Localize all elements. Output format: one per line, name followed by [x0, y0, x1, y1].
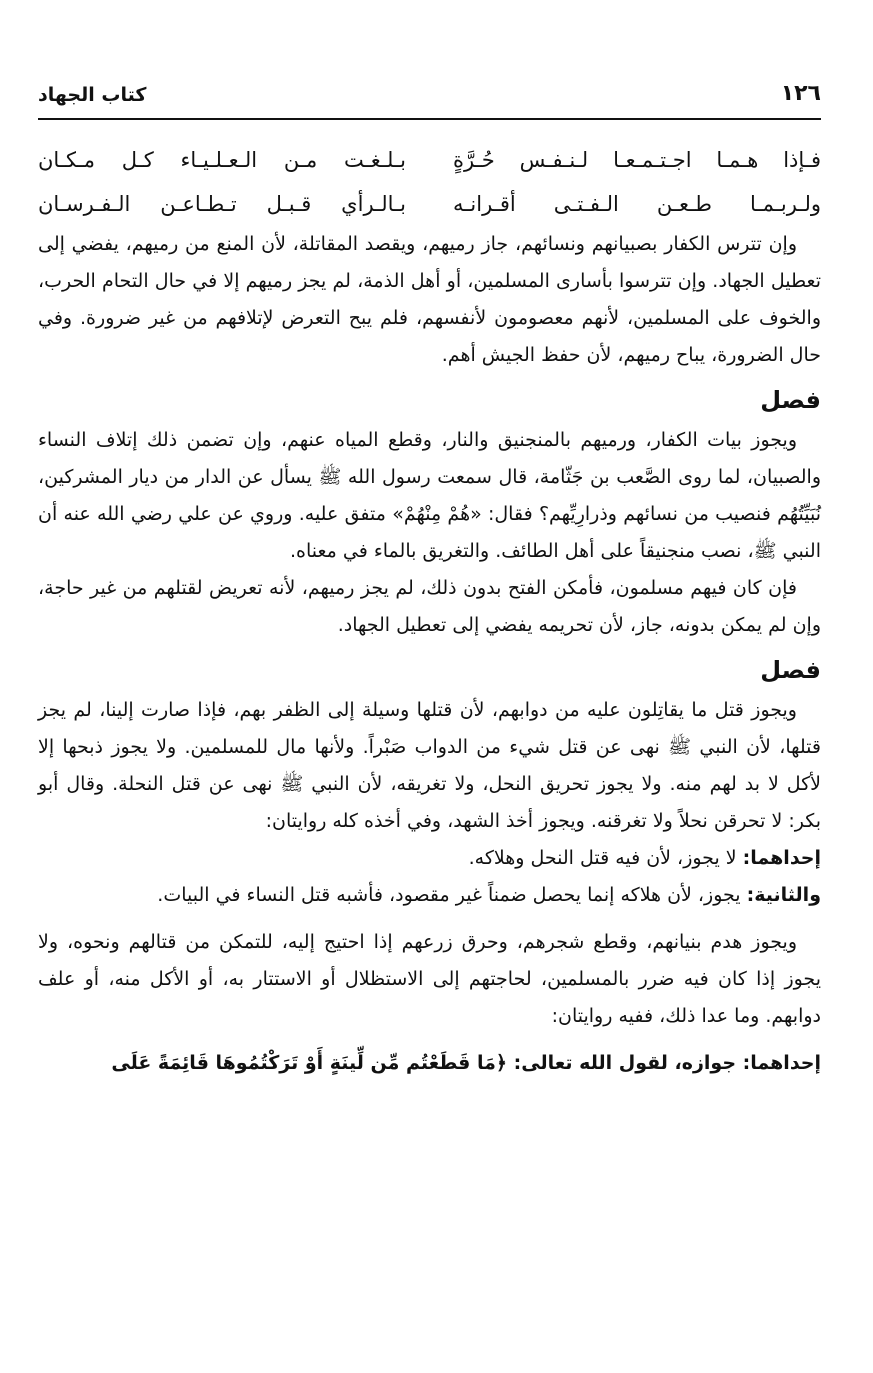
verse-line — [38, 138, 821, 182]
narration-text: جوازه، لقول الله تعالى: ﴿مَا قَطَعْتُم مِّن لِّينَةٍ أَوْ تَرَكْتُمُوهَا قَائِمَةً عَلَى — [111, 1052, 743, 1074]
section-heading: فصل — [760, 656, 821, 684]
narration-text: لا يجوز، لأن فيه قتل النحل وهلاكه. — [468, 847, 743, 869]
narration-label: إحداهما: — [742, 1052, 821, 1074]
paragraph: فإن كان فيهم مسلمون، فأمكن الفتح بدون ذلك، لم يجز رميهم، لأنه تعريض لقتلهم من غير حاجة، وإن لم يمكن بدونه، جاز، لأن تحريمه يفضي إلى تعطيل الجهاد. — [38, 577, 821, 636]
verse-hemistich: ولـربـمـا طـعـن الـفـتـى أقـرانـه — [453, 192, 821, 216]
paragraph: ويجوز قتل ما يقاتِلون عليه من دوابهم، لأن قتلها وسيلة إلى الظفر بهم، فإذا صارت إلينا، لم يجز قتلها، لأن النبي ﷺ نهى عن قتل شيء من الدواب صَبْراً. ولأنها مال للمسلمين. ولا يجوز ذبحها إلا لأكل لا بد لهم منه. ولا يجوز تحريق النحل، ولا تغريقه، لأن النبي ﷺ نهى عن قتل النحلة. وقال أبو بكر: لا تحرقن نحلاً ولا تغرقنه. ويجوز أخذ الشهد، وفي أخذه كله روايتان: — [38, 699, 821, 832]
narration-paragraph — [38, 840, 821, 877]
page-body — [38, 138, 821, 1082]
paragraph: وإن تترس الكفار بصبيانهم ونسائهم، جاز رميهم، ويقصد المقاتلة، لأن المنع من رميهم، يفضي إلى تعطيل الجهاد. وإن تترسوا بأسارى المسلمين، أو أهل الذمة، لم يجز رميهم إلا في حال التحام الحرب، والخوف على المسلمين، لأنهم معصومون لأنفسهم، فلم يبح التعرض لإتلافهم من غير ضرورة. وفي حال الضرورة، يباح رميهم، لأن حفظ الجيش أهم. — [38, 233, 821, 366]
narration-label: والثانية: — [746, 884, 821, 906]
narration-paragraph — [38, 877, 821, 914]
narration-paragraph — [38, 1045, 821, 1082]
header-rule — [38, 118, 821, 120]
verse-hemistich: فـإذا هـمـا اجـتـمـعـا لـنـفـس حُـرَّةٍ — [453, 148, 821, 172]
verse-line — [38, 182, 821, 226]
narration-label: إحداهما: — [742, 847, 821, 869]
page-header — [38, 72, 821, 106]
page-number: ١٢٦ — [780, 81, 821, 106]
paragraph: ويجوز هدم بنيانهم، وقطع شجرهم، وحرق زرعهم إذا احتيج إليه، للتمكن من قتالهم ونحوه، ولا يجوز إذا كان فيه ضرر بالمسلمين، لحاجتهم إلى الاستظلال أو الاستتار به، أو الأكل منه، أو علف دوابهم. وما عدا ذلك، ففيه روايتان: — [38, 931, 821, 1027]
paragraph: ويجوز بيات الكفار، ورميهم بالمنجنيق والنار، وقطع المياه عنهم، وإن تضمن ذلك إتلاف النساء والصبيان، لما روى الصَّعب بن جَثّامة، قال سمعت رسول الله ﷺ يسأل عن الدار من ديار المشركين، نُبَيِّتُهُم فنصيب من نسائهم وذرارِيِّهم؟ فقال: «هُمْ مِنْهُمْ» متفق عليه. وروي عن علي رضي الله عنه أن النبي ﷺ، نصب منجنيقاً على أهل الطائف. والتغريق بالماء في معناه. — [38, 429, 821, 562]
section-heading: فصل — [760, 386, 821, 414]
verse-hemistich: بـلـغـت مـن الـعـلـيـاء كـل مـكـان — [38, 148, 406, 172]
book-title: كتاب الجهاد — [38, 84, 147, 106]
narration-text: يجوز، لأن هلاكه إنما يحصل ضمناً غير مقصود، فأشبه قتل النساء في البيات. — [157, 884, 747, 906]
verse-hemistich: بـالـرأي قـبـل تـطـاعـن الـفـرسـان — [38, 192, 406, 216]
